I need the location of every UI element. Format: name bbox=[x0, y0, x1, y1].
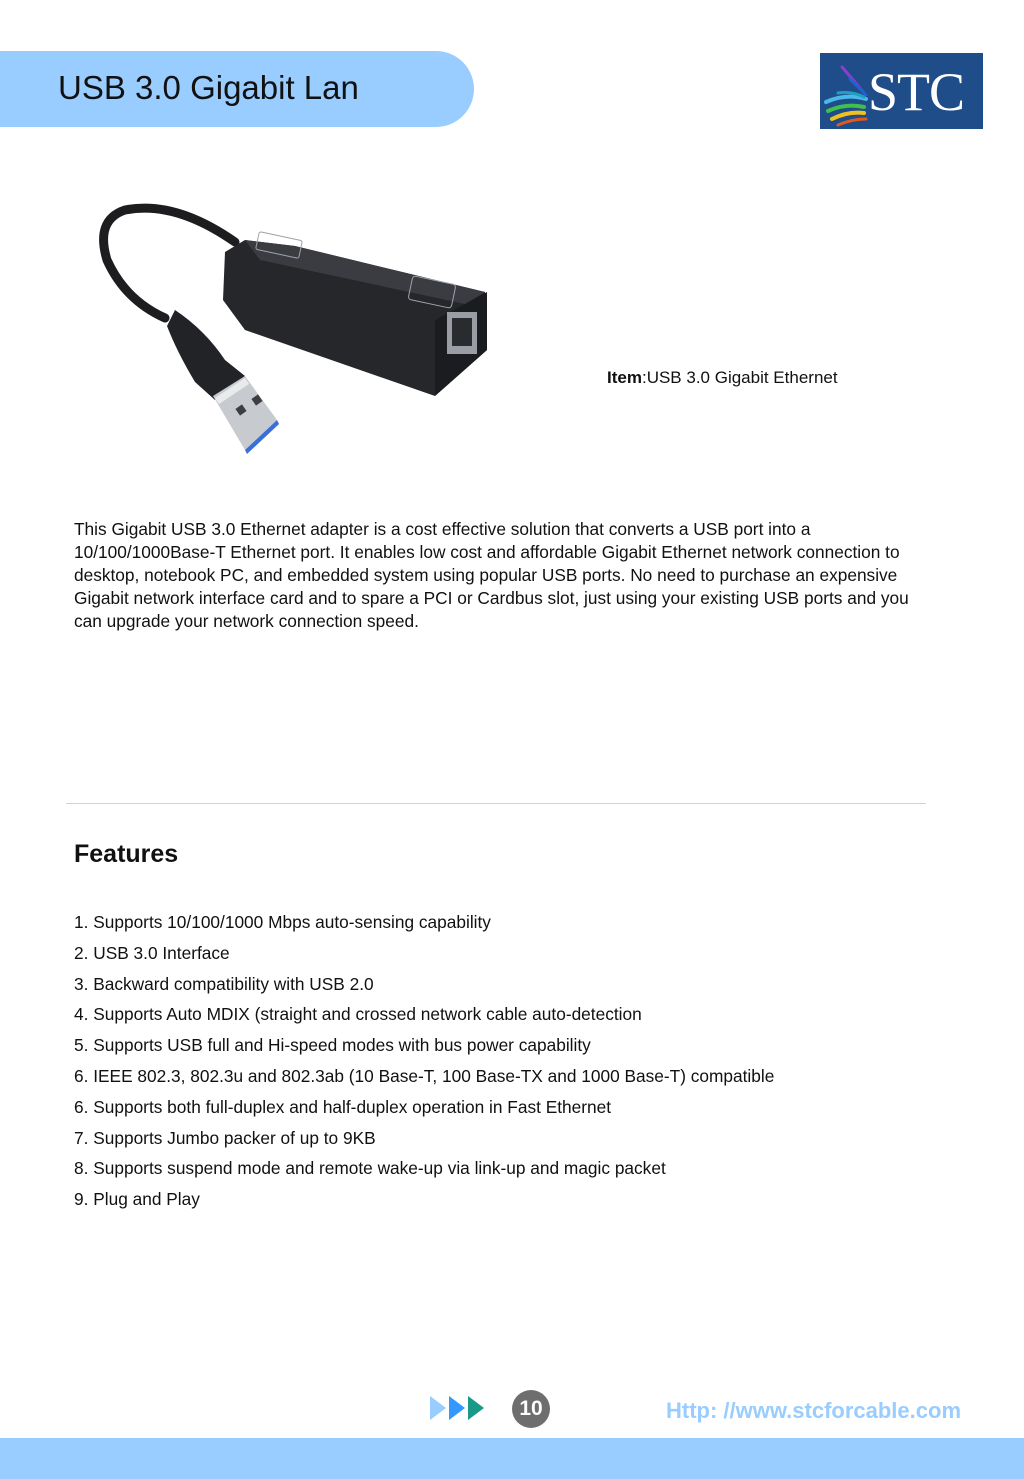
feature-item: 7. Supports Jumbo packer of up to 9KB bbox=[74, 1127, 376, 1148]
product-description: This Gigabit USB 3.0 Ethernet adapter is a cost effective solution that converts a USB port into a 10/100/1000Base-T Ethernet port. It enables low cost and affordable Gigabit Ethernet network connection to desktop, notebook PC, and embedded system using popular USB ports. No need to purchase an expensive Gigabit network interface card and to spare a PCI or Cardbus slot, just using your existing USB ports and you can upgrade your network connection speed. bbox=[74, 519, 909, 631]
feature-item: 2. USB 3.0 Interface bbox=[74, 942, 230, 963]
footer-bar bbox=[0, 1438, 1024, 1479]
feature-item: 5. Supports USB full and Hi-speed modes with bus power capability bbox=[74, 1035, 591, 1056]
page-title: USB 3.0 Gigabit Lan bbox=[58, 69, 359, 106]
arrow-right-icon bbox=[430, 1396, 446, 1420]
feature-item: 3. Backward compatibility with USB 2.0 bbox=[74, 973, 374, 994]
item-label-key: Item bbox=[607, 368, 642, 387]
item-label-value: :USB 3.0 Gigabit Ethernet bbox=[641, 368, 838, 387]
arrow-right-icon bbox=[468, 1396, 484, 1420]
feature-item: 4. Supports Auto MDIX (straight and crossed network cable auto-detection bbox=[74, 1004, 642, 1025]
stc-logo bbox=[820, 53, 983, 129]
arrow-right-icon bbox=[449, 1396, 465, 1420]
feature-item: 6. IEEE 802.3, 802.3u and 802.3ab (10 Base-T, 100 Base-TX and 1000 Base-T) compatible bbox=[74, 1065, 775, 1086]
section-divider bbox=[66, 803, 926, 804]
footer-arrows bbox=[430, 1396, 484, 1420]
features-list bbox=[74, 911, 774, 1219]
logo-text: STC bbox=[868, 62, 965, 122]
usb-ethernet-adapter-image bbox=[95, 200, 495, 462]
website-link[interactable]: Http: //www.stcforcable.com bbox=[666, 1398, 962, 1423]
feature-item: 6. Supports both full-duplex and half-duplex operation in Fast Ethernet bbox=[74, 1096, 612, 1117]
feature-item: 8. Supports suspend mode and remote wake-up via link-up and magic packet bbox=[74, 1158, 666, 1179]
item-label bbox=[607, 368, 838, 388]
feature-item: 9. Plug and Play bbox=[74, 1189, 200, 1210]
feature-item: 1. Supports 10/100/1000 Mbps auto-sensing capability bbox=[74, 912, 491, 932]
title-banner bbox=[0, 51, 474, 127]
page-number-badge: 10 bbox=[512, 1390, 550, 1428]
features-heading: Features bbox=[74, 840, 179, 868]
